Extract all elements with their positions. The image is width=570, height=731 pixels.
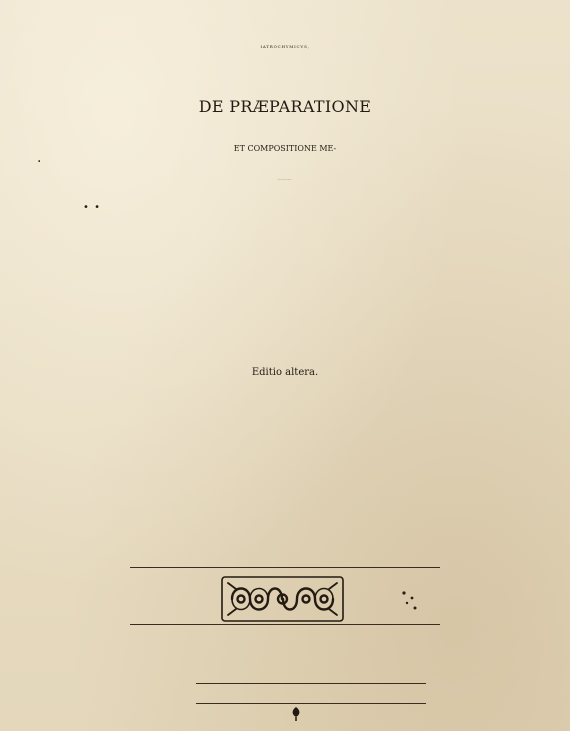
divider-middle <box>130 624 440 625</box>
subtitle-line-de: DE PRÆPARATIONE <box>198 97 372 116</box>
subtitle-line-dicamentorum: DICAMENTORVM CHYMI- <box>277 180 293 181</box>
bottom-leaf-icon <box>290 706 302 722</box>
divider-year-bottom <box>196 703 426 704</box>
main-title: IATROCHYMICVS, <box>260 44 310 49</box>
edition-line: Editio altera. <box>251 367 319 378</box>
ink-speck: · <box>37 154 42 170</box>
ink-speck: • • <box>83 202 101 213</box>
printers-ornament-icon <box>220 575 345 623</box>
divider-top <box>130 567 440 568</box>
divider-year-top <box>196 683 426 684</box>
ink-speck <box>398 588 420 612</box>
subtitle-line-et: ET COMPOSITIONE ME- <box>233 144 337 153</box>
